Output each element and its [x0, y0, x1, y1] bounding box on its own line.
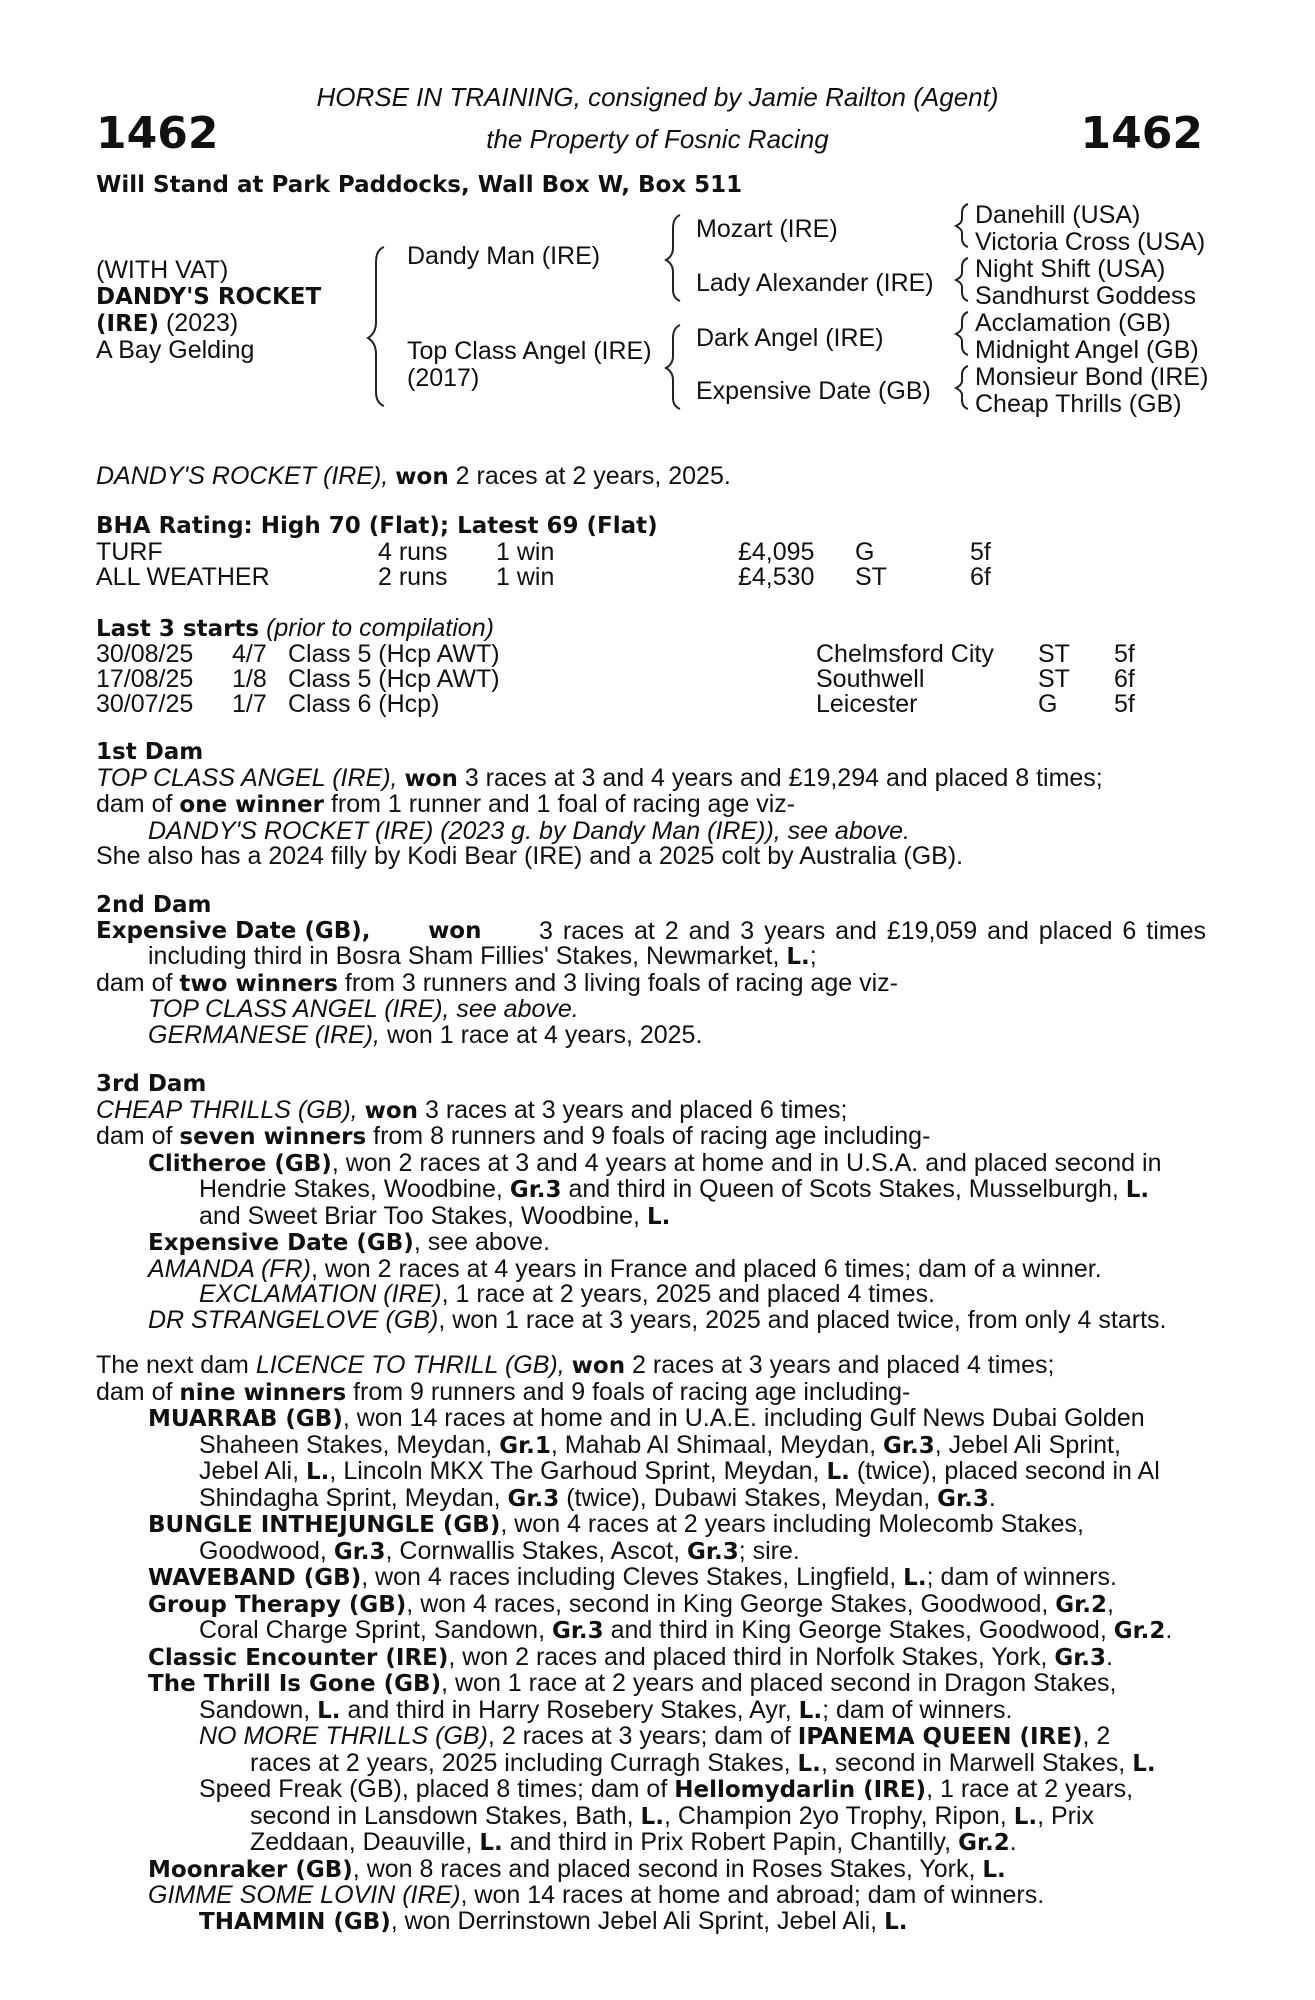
text: won 1 race at 4 years, 2025. [386, 1020, 703, 1049]
dam-record: 2 races at 3 years and placed 4 times; [632, 1351, 1055, 1379]
third-dam-produce-line [96, 1124, 1206, 1151]
text: and third in Harry Rosebery Stakes, Ayr, [347, 1695, 792, 1724]
main-bracket [368, 247, 384, 406]
offspring-name: MUARRAB (GB) [148, 1406, 343, 1432]
rating-distance: 6f [970, 563, 991, 591]
text: Zeddaan, Deauville, [250, 1828, 473, 1856]
second-dam-produce-line [96, 968, 1206, 998]
horse-description: A Bay Gelding [96, 336, 255, 364]
text: dam of [96, 1377, 173, 1406]
grade-badge: Gr.3 [509, 1177, 562, 1203]
text: , won 14 races at home and in U.A.E. including Gulf News Dubai Golden [342, 1404, 1145, 1432]
horse-country: (IRE) [96, 311, 160, 337]
dam-sire-name: Dark Angel (IRE) [696, 324, 884, 352]
text: ; [809, 942, 817, 970]
grade-badge: Gr.2 [958, 1830, 1010, 1856]
offspring-name: WAVEBAND (GB) [148, 1565, 362, 1591]
offspring-name: Clitheroe (GB) [148, 1150, 332, 1177]
second-dam-heading: 2nd Dam [96, 892, 212, 918]
won-label: won [404, 765, 458, 792]
offspring-line [96, 1589, 1206, 1619]
text: . [988, 1483, 996, 1512]
listed-badge: L. [1132, 1750, 1156, 1777]
rating-surface: TURF [96, 538, 163, 566]
offspring-line-cont [96, 1459, 1206, 1486]
dam-name: CHEAP THRILLS (GB), [96, 1095, 358, 1124]
text: , Champion 2yo Trophy, Ripon, [663, 1801, 1007, 1830]
text: , won 8 races and placed second in Roses Stakes, York, [352, 1854, 976, 1883]
text: Sandown, [199, 1695, 311, 1724]
dam-name: Expensive Date (GB), [96, 917, 371, 944]
start-course: Leicester [816, 690, 918, 718]
lot-number-left: 1462 [96, 108, 219, 159]
second-dam-section [96, 893, 1206, 1048]
text: , Mahab Al Shimaal, Meydan, [550, 1430, 877, 1459]
offspring-line [96, 1230, 1206, 1257]
dam-name: Top Class Angel (IRE) [407, 337, 652, 365]
won-label: won [364, 1097, 419, 1124]
grade-badge: Gr.3 [1054, 1644, 1106, 1671]
offspring-line-cont [96, 1177, 1206, 1204]
listed-badge: L. [982, 1856, 1006, 1883]
text: ; sire. [738, 1536, 800, 1565]
last-starts-heading: Last 3 starts [96, 616, 260, 642]
grand-offspring-line [96, 1724, 1206, 1751]
offspring-name: DR STRANGELOVE (GB) [148, 1305, 439, 1334]
grade-badge: Gr.3 [333, 1538, 386, 1565]
ggp-1: Danehill (USA) [975, 201, 1141, 229]
text: ; dam of winners. [822, 1695, 1013, 1724]
text: Jebel Ali, [199, 1457, 300, 1485]
offspring-name: EXCLAMATION (IRE) [199, 1280, 442, 1308]
listed-badge: L. [798, 1697, 823, 1724]
listed-badge: L. [1013, 1803, 1038, 1830]
text: , won 4 races including Cleves Stakes, Lingfield, [361, 1563, 897, 1591]
text: , Cornwallis Stakes, Ascot, [385, 1536, 681, 1565]
rating-surface: ALL WEATHER [96, 563, 270, 591]
summary-won: won [395, 464, 449, 490]
dam-year: (2017) [407, 364, 480, 392]
text: , 1 race at 2 years, [926, 1775, 1134, 1803]
ggp-bracket-4 [956, 366, 968, 409]
text: and Sweet Briar Too Stakes, Woodbine, [199, 1201, 641, 1230]
listed-badge: L. [479, 1830, 503, 1856]
offspring-line [96, 1512, 1206, 1539]
text: (twice), placed second in Al [856, 1457, 1160, 1485]
offspring-line-cont [96, 1618, 1206, 1645]
rating-prize: £4,530 [738, 563, 815, 591]
offspring-name: Expensive Date (GB) [148, 1230, 414, 1256]
offspring-line-cont [96, 1430, 1206, 1460]
offspring-line [96, 1671, 1206, 1698]
offspring-name: The Thrill Is Gone (GB) [148, 1671, 442, 1697]
ggp-6: Midnight Angel (GB) [975, 336, 1199, 364]
text: , Lincoln MKX The Garhoud Sprint, Meydan, [329, 1457, 820, 1485]
first-dam-heading: 1st Dam [96, 739, 204, 765]
offspring-name: NO MORE THRILLS (GB) [199, 1722, 488, 1750]
winner-count: one winner [179, 792, 324, 818]
rating-prize: £4,095 [738, 538, 815, 566]
text: , won 2 races and placed third in Norfolk Stakes, York, [448, 1642, 1048, 1671]
offspring-name: THAMMIN (GB) [199, 1908, 391, 1935]
offspring-line [96, 1883, 1206, 1909]
winner-count: nine winners [179, 1379, 347, 1406]
offspring-line-cont [96, 1483, 1206, 1513]
summary-horse-name: DANDY'S ROCKET (IRE), [96, 462, 389, 490]
text: , won 4 races, second in King George Stakes, Goodwood, [406, 1589, 1049, 1618]
second-dam-line [96, 916, 1206, 945]
text: . [1009, 1828, 1017, 1856]
listed-badge: L. [903, 1565, 927, 1591]
listed-badge: L. [306, 1459, 330, 1485]
text: Shaheen Stakes, Meydan, [199, 1430, 493, 1459]
dam-dam-name: Expensive Date (GB) [696, 377, 931, 405]
text: , placed 8 times; dam of [401, 1775, 668, 1803]
won-label: won [571, 1353, 626, 1379]
ggp-7: Monsieur Bond (IRE) [975, 363, 1209, 391]
offspring-line-cont [96, 1695, 1206, 1725]
listed-badge: L. [797, 1750, 821, 1777]
text: ; dam of winners. [926, 1563, 1117, 1591]
ggp-bracket-2 [956, 258, 968, 301]
next-dam-produce-line [96, 1377, 1206, 1407]
dam-bracket [666, 325, 680, 409]
listed-badge: L. [317, 1697, 341, 1724]
race-summary [96, 462, 731, 491]
text: , [1106, 1589, 1114, 1618]
horse-year: (2023) [165, 309, 239, 337]
text: from 3 runners and 3 living foals of racing age viz- [344, 968, 898, 997]
property-line: the Property of Fosnic Racing [486, 124, 829, 154]
summary-rest: 2 races at 2 years, 2025. [455, 462, 731, 490]
text: , 2 [1082, 1722, 1111, 1750]
offspring-name: IPANEMA QUEEN (IRE) [797, 1724, 1083, 1750]
text: Hendrie Stakes, Woodbine, [199, 1175, 503, 1203]
text: . [1165, 1616, 1173, 1644]
offspring-line [96, 1406, 1206, 1433]
text: including third in Bosra Sham Fillies' Stakes, Newmarket, [148, 942, 780, 970]
rating-wins: 1 win [496, 538, 555, 566]
text: , won 14 races at home and abroad; dam of winners. [460, 1881, 1045, 1909]
text: dam of [96, 968, 173, 997]
text: Coral Charge Sprint, Sandown, [199, 1616, 546, 1644]
rating-runs: 4 runs [378, 538, 448, 566]
offspring-line-cont [96, 1536, 1206, 1566]
sire-bracket [666, 215, 680, 301]
grand-offspring-line-cont [96, 1748, 1206, 1778]
grade-badge: Gr.2 [1055, 1591, 1107, 1618]
last-starts-title [96, 614, 494, 643]
text: , 2 races at 3 years; dam of [487, 1722, 791, 1750]
start-going: G [1038, 690, 1058, 718]
text: . [1106, 1642, 1113, 1671]
next-dam-section [96, 1353, 1206, 1935]
start-distance: 5f [1114, 690, 1135, 718]
text: , Prix [1037, 1801, 1095, 1830]
text: , won 1 race at 3 years, 2025 and placed twice, from only 4 starts. [438, 1305, 1167, 1334]
offspring-line [96, 1642, 1206, 1672]
first-dam-produce-line [96, 792, 1206, 819]
stand-location: Will Stand at Park Paddocks, Wall Box W, Box 511 [96, 172, 743, 198]
text: , won 2 races at 4 years in France and placed 6 times; dam of a winner. [310, 1254, 1102, 1283]
text: Goodwood, [199, 1536, 327, 1565]
offspring-line [96, 1565, 1206, 1592]
start-date: 17/08/25 [96, 665, 194, 693]
text: dam of [96, 1122, 173, 1150]
grand-offspring-line [96, 1282, 1206, 1308]
start-class: Class 5 (Hcp AWT) [288, 640, 500, 668]
horse-name: DANDY'S ROCKET [96, 284, 322, 310]
sire-name: Dandy Man (IRE) [407, 242, 601, 270]
text: (twice), Dubawi Stakes, Meydan, [566, 1483, 931, 1512]
winner-count: two winners [179, 970, 338, 997]
dam-name: TOP CLASS ANGEL (IRE), [96, 763, 398, 792]
start-date: 30/08/25 [96, 640, 194, 668]
offspring-line [96, 1854, 1206, 1884]
ggp-bracket-1 [956, 204, 968, 247]
text: and third in King George Stakes, Goodwood, [610, 1616, 1107, 1644]
start-position: 1/7 [232, 690, 267, 718]
offspring-name: Classic Encounter (IRE) [148, 1644, 449, 1671]
start-going: ST [1038, 640, 1070, 668]
offspring-name: BUNGLE INTHEJUNGLE (GB) [148, 1512, 501, 1538]
text: , second in Marwell Stakes, [820, 1748, 1126, 1777]
start-distance: 5f [1114, 640, 1135, 668]
sire-sire-name: Mozart (IRE) [696, 215, 838, 243]
winner-count: seven winners [179, 1124, 367, 1150]
grade-badge: Gr.3 [687, 1538, 739, 1565]
ggp-4: Sandhurst Goddess [975, 282, 1196, 310]
bha-rating-title: BHA Rating: High 70 (Flat); Latest 69 (Flat) [96, 513, 658, 539]
third-dam-line [96, 1095, 1206, 1125]
won-label: won [428, 917, 482, 944]
text: from 1 runner and 1 foal of racing age viz- [330, 790, 796, 818]
ggp-8: Cheap Thrills (GB) [975, 390, 1182, 418]
text: and third in Queen of Scots Stakes, Musselburgh, [568, 1175, 1119, 1203]
offspring-name: Moonraker (GB) [148, 1856, 353, 1883]
offspring-line: TOP CLASS ANGEL (IRE), see above. [148, 995, 579, 1023]
text: second in Lansdown Stakes, Bath, [250, 1801, 634, 1830]
further-produce-line: She also has a 2024 filly by Kodi Bear (IRE) and a 2025 colt by Australia (GB). [96, 842, 964, 870]
vat-note: (WITH VAT) [96, 256, 229, 284]
grade-badge: Gr.3 [937, 1485, 989, 1512]
start-position: 4/7 [232, 640, 267, 668]
last-starts-note: (prior to compilation) [266, 614, 494, 642]
offspring-name: GIMME SOME LOVIN (IRE) [148, 1881, 461, 1909]
listed-badge: L. [1125, 1177, 1150, 1203]
grand-offspring-line [96, 1906, 1206, 1936]
grand-offspring-line [96, 1777, 1206, 1804]
text: , won 2 races at 3 and 4 years at home and in U.S.A. and placed second in [331, 1148, 1162, 1177]
first-dam-section [96, 740, 1206, 870]
rating-wins: 1 win [496, 563, 555, 591]
offspring-line [96, 1148, 1206, 1178]
listed-badge: L. [884, 1908, 908, 1935]
sire-dam-name: Lady Alexander (IRE) [696, 269, 934, 297]
text: , 1 race at 2 years, 2025 and placed 4 times. [441, 1280, 935, 1308]
start-course: Southwell [816, 665, 925, 693]
text: from 8 runners and 9 foals of racing age including- [373, 1122, 931, 1150]
grade-badge: Gr.1 [499, 1432, 551, 1459]
dam-name: LICENCE TO THRILL (GB), [255, 1351, 565, 1379]
offspring-name: AMANDA (FR) [148, 1254, 311, 1283]
offspring-name: GERMANESE (IRE), [148, 1020, 380, 1049]
text: races at 2 years, 2025 including Curragh Stakes, [250, 1748, 791, 1777]
third-dam-section [96, 1072, 1206, 1333]
offspring-line: DANDY'S ROCKET (IRE) (2023 g. by Dandy Man (IRE)), see above. [148, 816, 910, 845]
dam-record: 3 races at 3 and 4 years and £19,294 and placed 8 times; [464, 763, 1103, 792]
grade-badge: Gr.3 [551, 1618, 604, 1644]
first-dam-line [96, 763, 1206, 793]
dam-record: 3 races at 3 years and placed 6 times; [424, 1095, 848, 1124]
offspring-name: Hellomydarlin (IRE) [674, 1777, 927, 1803]
offspring-line [96, 1305, 1206, 1334]
rating-runs: 2 runs [378, 563, 448, 591]
text: , won 4 races at 2 years including Molecomb Stakes, [500, 1510, 1084, 1538]
text: and third in Prix Robert Papin, Chantilly, [509, 1828, 952, 1856]
rating-going: G [855, 538, 875, 566]
grand-offspring-line-cont [96, 1830, 1206, 1857]
grand-offspring-line-cont [96, 1801, 1206, 1831]
third-dam-heading: 3rd Dam [96, 1071, 207, 1097]
next-dam-line [96, 1353, 1206, 1380]
rating-going: ST [855, 563, 887, 591]
listed-badge: L. [826, 1459, 850, 1485]
ggp-5: Acclamation (GB) [975, 309, 1171, 337]
start-position: 1/8 [232, 665, 267, 693]
ggp-bracket-3 [956, 312, 968, 355]
dam-record: 3 races at 2 and 3 years and £19,059 and placed 6 times [539, 916, 1206, 945]
consignment-line: HORSE IN TRAINING, consigned by Jamie Railton (Agent) [316, 82, 999, 112]
offspring-name: Speed Freak (GB) [199, 1775, 402, 1803]
text: dam of [96, 790, 173, 818]
second-dam-line-cont [96, 944, 1206, 971]
start-course: Chelmsford City [816, 640, 994, 668]
lot-number-right: 1462 [1080, 108, 1203, 159]
start-class: Class 5 (Hcp AWT) [288, 665, 500, 693]
ggp-2: Victoria Cross (USA) [975, 228, 1206, 256]
start-going: ST [1038, 665, 1070, 693]
ggp-3: Night Shift (USA) [975, 255, 1166, 283]
start-class: Class 6 (Hcp) [288, 690, 440, 718]
listed-badge: L. [786, 944, 810, 970]
grade-badge: Gr.2 [1113, 1618, 1166, 1644]
start-date: 30/07/25 [96, 690, 194, 718]
text: from 9 runners and 9 foals of racing age including- [353, 1377, 911, 1406]
text: , won Derrinstown Jebel Ali Sprint, Jebel Ali, [390, 1906, 878, 1935]
text: , won 1 race at 2 years and placed second in Dragon Stakes, [441, 1669, 1117, 1697]
start-distance: 6f [1114, 665, 1135, 693]
text: , see above. [413, 1228, 551, 1256]
offspring-line [96, 1020, 1206, 1049]
text: , Jebel Ali Sprint, [934, 1430, 1121, 1459]
rating-distance: 5f [970, 538, 991, 566]
listed-badge: L. [640, 1803, 664, 1830]
grade-badge: Gr.3 [883, 1432, 935, 1459]
grade-badge: Gr.3 [507, 1485, 560, 1512]
offspring-line [96, 1254, 1206, 1283]
offspring-name: Group Therapy (GB) [148, 1591, 407, 1618]
offspring-line-cont [96, 1201, 1206, 1231]
listed-badge: L. [646, 1203, 671, 1230]
text: Shindagha Sprint, Meydan, [199, 1483, 501, 1512]
text: The next dam [96, 1351, 249, 1379]
